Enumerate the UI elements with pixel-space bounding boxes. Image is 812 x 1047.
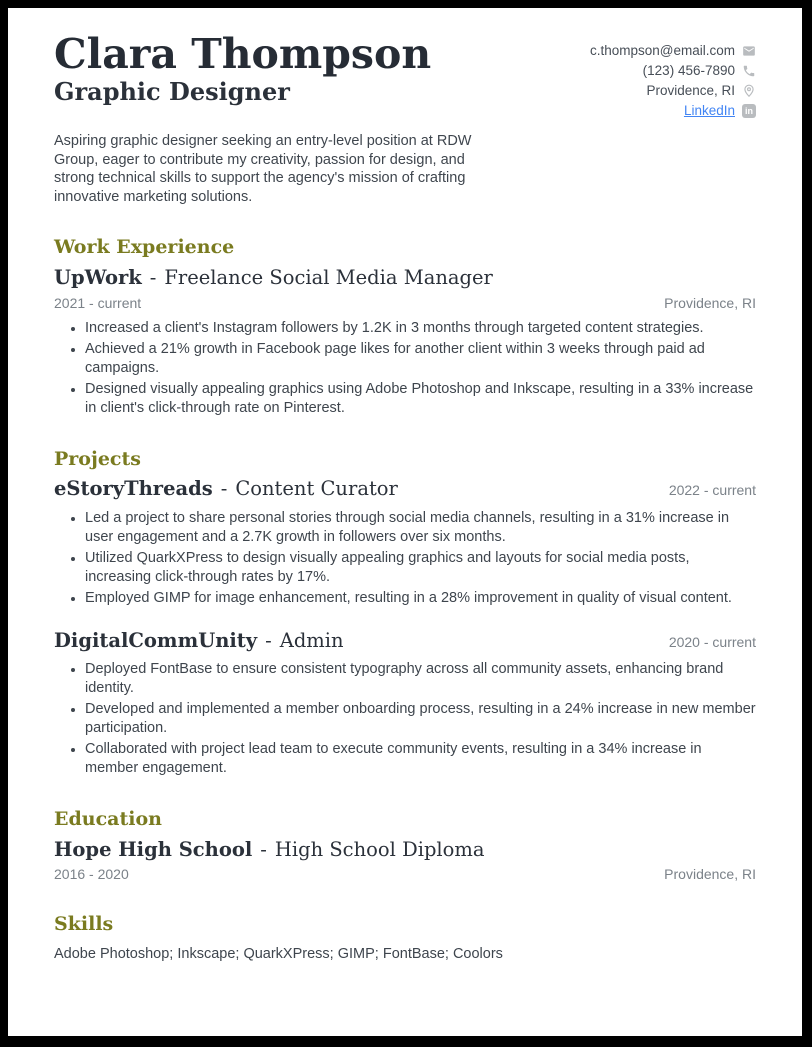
education-entry-dates: 2016 - 2020 [54, 866, 129, 883]
summary-paragraph: Aspiring graphic designer seeking an entry-level position at RDW Group, eager to contribute my creativity, passion for design, and strong technical skills to support the agency's mission of crafting innovative marketing solutions. [54, 133, 472, 205]
section-education [54, 808, 756, 883]
project-entry-digitalcommunity [54, 629, 756, 778]
education-entry [54, 838, 756, 883]
work-entry-title-text [54, 266, 493, 290]
education-entry-location: Providence, RI [664, 866, 756, 883]
bullet-item: • Collaborated with project lead team to execute community events, resulting in a 34% increase in member engagement. [85, 740, 756, 778]
role-title: Freelance Social Media Manager [164, 266, 493, 290]
contact-phone-row [590, 61, 756, 81]
person-name: Clara Thompson [54, 30, 432, 78]
project-entry-title [54, 629, 756, 653]
location-text: Providence, RI [646, 83, 735, 98]
header [54, 32, 756, 121]
contact-block [590, 41, 756, 121]
bullet-item: • Deployed FontBase to ensure consistent typography across all community assets, enhancing brand identity. [85, 660, 756, 698]
envelope-icon [742, 44, 756, 58]
work-entry-location: Providence, RI [664, 294, 756, 311]
project-name: eStoryThreads [54, 477, 213, 501]
contact-location-row [590, 81, 756, 101]
section-skills [54, 913, 756, 964]
bullet-item: • Increased a client's Instagram followers by 1.2K in 3 months through targeted content strategies. [85, 319, 756, 338]
phone-text: (123) 456-7890 [642, 63, 735, 78]
location-pin-icon [742, 84, 756, 98]
skills-section-heading: Skills [54, 913, 114, 936]
work-section-heading: Work Experience [54, 236, 235, 259]
project-entry-estorythreads [54, 477, 756, 607]
section-projects [54, 448, 756, 779]
project-entry-title-text [54, 629, 344, 653]
job-title: Graphic Designer [54, 77, 290, 107]
contact-email-row [590, 41, 756, 61]
identity-block [54, 32, 431, 106]
project-entry-title [54, 477, 756, 501]
project-entry-title-text [54, 477, 398, 501]
role-title: Content Curator [235, 477, 398, 501]
title-separator: - [260, 837, 267, 861]
skills-list: Adobe Photoshop; Inkscape; QuarkXPress; GIMP; FontBase; Coolors [54, 946, 503, 963]
work-entry-title [54, 266, 756, 290]
work-entry-meta [54, 294, 756, 312]
work-entry-dates: 2021 - current [54, 294, 142, 311]
projects-section-heading: Projects [54, 447, 141, 470]
education-entry-meta [54, 865, 756, 883]
work-entry-upwork [54, 266, 756, 417]
title-separator: - [265, 628, 272, 652]
linkedin-link[interactable]: LinkedIn [683, 103, 735, 118]
education-entry-title-text [54, 838, 485, 862]
school-name: Hope High School [54, 837, 253, 861]
project-entry-bullets [54, 509, 756, 608]
bullet-item: • Employed GIMP for image enhancement, resulting in a 28% improvement in quality of visual content. [85, 589, 756, 608]
bullet-item: • Developed and implemented a member onboarding process, resulting in a 24% increase in new member participation. [85, 700, 756, 738]
bullet-item: • Achieved a 21% growth in Facebook page likes for another client within 3 weeks through paid ad campaigns. [85, 340, 756, 378]
project-entry-bullets [54, 660, 756, 778]
project-entry-dates: 2020 - current [668, 633, 756, 650]
bullet-item: • Utilized QuarkXPress to design visually appealing graphics and layouts for social media posts, increasing click-through rates by 17%. [85, 549, 756, 587]
linkedin-icon: in [742, 104, 756, 118]
work-entry-bullets [54, 319, 756, 418]
bullet-item: • Led a project to share personal stories through social media channels, resulting in a 31% increase in user engagement and a 2.7K growth in followers over six months. [85, 509, 756, 547]
title-separator: - [220, 477, 228, 501]
project-entry-dates: 2022 - current [668, 482, 756, 499]
bullet-item: • Designed visually appealing graphics using Adobe Photoshop and Inkscape, resulting in a 33% increase in client's click-through rate on Pinterest. [85, 380, 756, 418]
education-entry-title [54, 838, 756, 862]
company-name: UpWork [54, 266, 142, 290]
section-work-experience [54, 236, 756, 417]
education-section-heading: Education [54, 808, 162, 831]
email-text: c.thompson@email.com [589, 43, 735, 58]
title-separator: - [149, 266, 157, 290]
degree-title: High School Diploma [274, 837, 485, 861]
resume-document [8, 8, 802, 1036]
phone-icon [742, 64, 756, 78]
role-title: Admin [279, 628, 344, 652]
project-name: DigitalCommUnity [54, 628, 258, 652]
contact-linkedin-row [590, 101, 756, 121]
